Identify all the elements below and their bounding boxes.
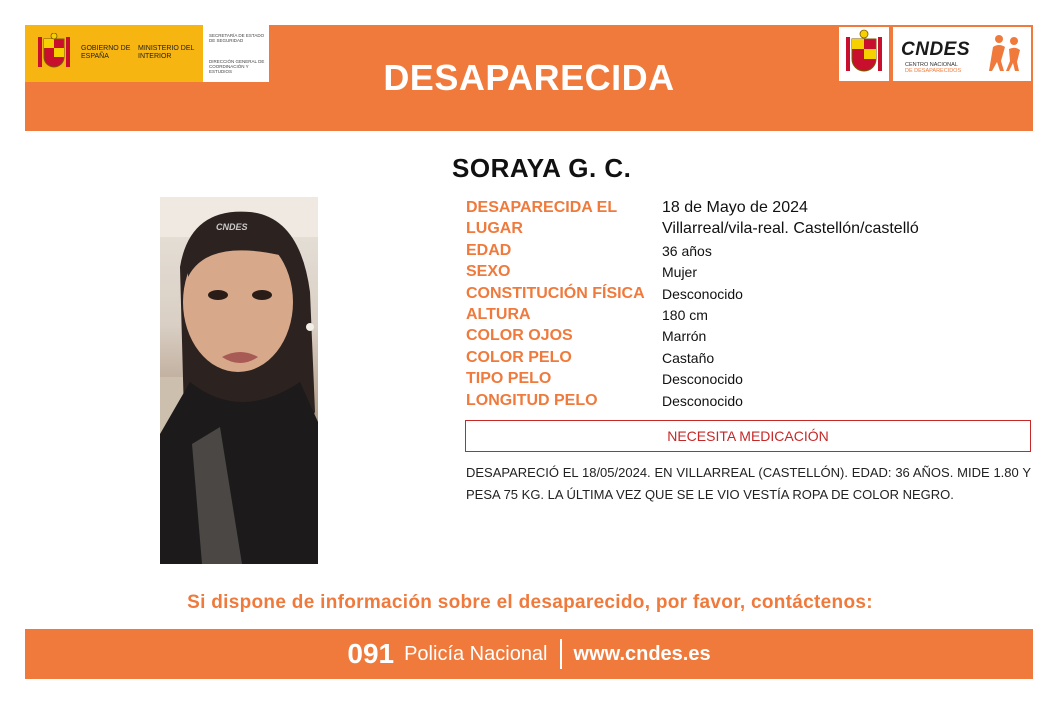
detail-row-color-pelo (466, 348, 1026, 369)
detail-value: Desconocido (662, 285, 743, 302)
detail-value: 180 cm (662, 306, 708, 323)
detail-label: COLOR OJOS (466, 327, 573, 345)
person-photo (160, 197, 318, 564)
detail-value: Desconocido (662, 392, 743, 409)
cndes-subtitle-2: DE DESAPARECIDOS (905, 68, 962, 74)
detail-label: TIPO PELO (466, 370, 552, 388)
detail-row-color-ojos (466, 326, 1026, 347)
people-figures-icon (989, 33, 1023, 73)
detail-row-fecha (466, 198, 1026, 219)
detail-label: CONSTITUCIÓN FÍSICA (466, 284, 645, 302)
spain-coat-of-arms-icon (839, 27, 889, 81)
phone-number[interactable]: 091 (347, 638, 395, 669)
detail-label: DESAPARECIDA EL (466, 199, 618, 216)
medication-alert: NECESITA MEDICACIÓN (465, 420, 1031, 452)
page-title: DESAPARECIDA (383, 57, 675, 98)
gov-text-secretaria: SECRETARÍA DE ESTADO DE SEGURIDAD (209, 33, 265, 43)
cndes-logo (839, 27, 1031, 81)
police-name: Policía Nacional (404, 642, 548, 665)
detail-value: Marrón (662, 328, 707, 345)
detail-value-province: . Castellón/castelló (784, 220, 919, 238)
portrait-illustration (160, 197, 318, 564)
detail-row-altura (466, 305, 1026, 326)
footer-divider (560, 639, 562, 669)
person-name: SORAYA G. C. (452, 153, 632, 183)
gov-text-gobierno: GOBIERNO DE ESPAÑA (81, 45, 131, 60)
cndes-subtitle (905, 62, 985, 74)
footer-banner (25, 629, 1033, 679)
description-text: DESAPARECIÓ EL 18/05/2024. EN VILLARREAL (CASTELLÓN). EDAD: 36 AÑOS. MIDE 1.80 Y PESA 75 KG. LA ÚLTIMA VEZ QUE SE LE VIO VESTÍA ROPA DE COLOR NEGRO. (466, 465, 1031, 502)
detail-value (662, 219, 919, 239)
detail-label: LUGAR (466, 220, 523, 238)
contact-prompt: Si dispone de información sobre el desaparecido, por favor, contáctenos: (187, 592, 873, 613)
detail-row-longitud-pelo (466, 391, 1026, 412)
detail-label: SEXO (466, 263, 511, 281)
cndes-subtitle-1: CENTRO NACIONAL (905, 62, 958, 68)
detail-label: LONGITUD PELO (466, 391, 598, 409)
detail-label: EDAD (466, 241, 512, 259)
detail-row-sexo (466, 262, 1026, 283)
detail-value: Mujer (662, 264, 698, 281)
website-link[interactable]: www.cndes.es (573, 642, 711, 665)
gov-text-direccion: DIRECCIÓN GENERAL DE COORDINACIÓN Y ESTUDIOS (209, 59, 265, 74)
photo-watermark: CNDES (216, 222, 248, 232)
detail-row-edad (466, 241, 1026, 262)
detail-value: 18 de Mayo de 2024 (662, 199, 808, 216)
detail-row-lugar (466, 219, 1026, 240)
detail-value-city: Villarreal/vila-real (662, 220, 785, 238)
details-list (466, 198, 1026, 412)
detail-value: 36 años (662, 242, 712, 259)
detail-row-tipo-pelo (466, 369, 1026, 390)
detail-row-constitucion (466, 284, 1026, 305)
detail-label: COLOR PELO (466, 348, 572, 366)
detail-value: Castaño (662, 349, 715, 366)
cndes-shield (839, 27, 889, 81)
detail-label: ALTURA (466, 305, 531, 323)
header-banner (25, 25, 1033, 131)
detail-value: Desconocido (662, 371, 743, 388)
gov-text-ministerio: MINISTERIO DEL INTERIOR (138, 45, 195, 60)
cndes-name: CNDES (901, 39, 971, 60)
